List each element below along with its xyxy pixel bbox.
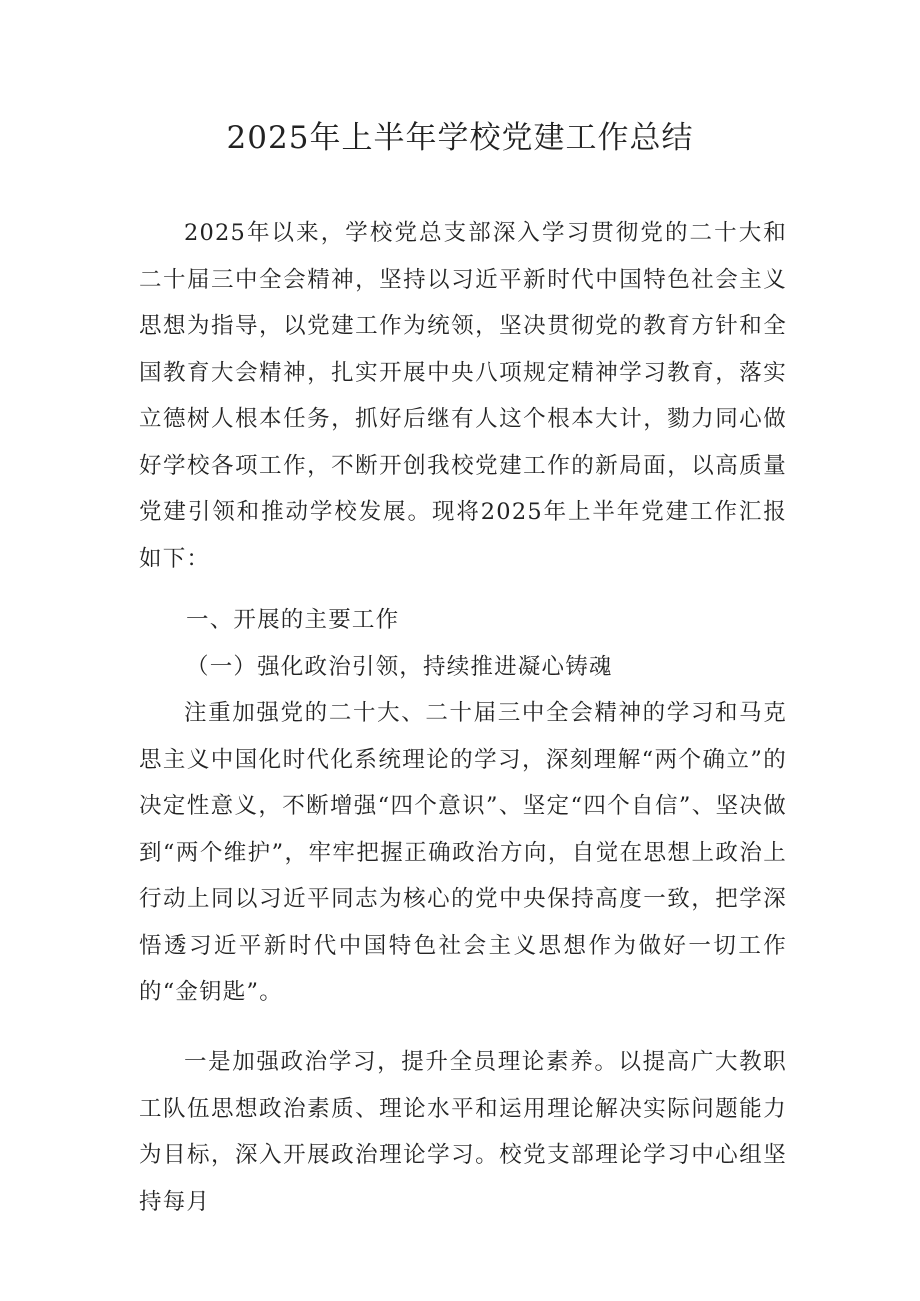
intro-paragraph: 2025年以来，学校党总支部深入学习贯彻党的二十大和二十届三中全会精神，坚持以习近平新时代中国特色社会主义思想为指导，以党建工作为统领，坚决贯彻党的教育方针和全国教育大会精神，扎实开展中央八项规定精神学习教育，落实立德树人根本任务，抓好后继有人这个根本大计，勠力同心做好学校各项工作，不断开创我校党建工作的新局面，以高质量党建引领和推动学校发展。现将2025年上半年党建工作汇报如下： — [139, 220, 787, 572]
section-heading: 一、开展的主要工作 — [186, 607, 400, 633]
study-paragraph: 一是加强政治学习，提升全员理论素养。以提高广大教职工队伍思想政治素质、理论水平和运用理论解决实际问题能力为目标，深入开展政治理论学习。校党支部理论学习中心组坚持每月 — [139, 1049, 787, 1215]
document-title: 2025年上半年学校党建工作总结 — [226, 120, 694, 156]
political-paragraph: 注重加强党的二十大、二十届三中全会精神的学习和马克思主义中国化时代化系统理论的学习，深刻理解“两个确立”的决定性意义，不断增强“四个意识”、坚定“四个自信”、坚决做到“两个维护”，牢牢把握正确政治方向，自觉在思想上政治上行动上同以习近平同志为核心的党中央保持高度一致，把学深悟透习近平新时代中国特色社会主义思想作为做好一切工作的“金钥匙”。 — [139, 700, 787, 1005]
subsection-heading: （一）强化政治引领，持续推进凝心铸魂 — [186, 654, 613, 680]
